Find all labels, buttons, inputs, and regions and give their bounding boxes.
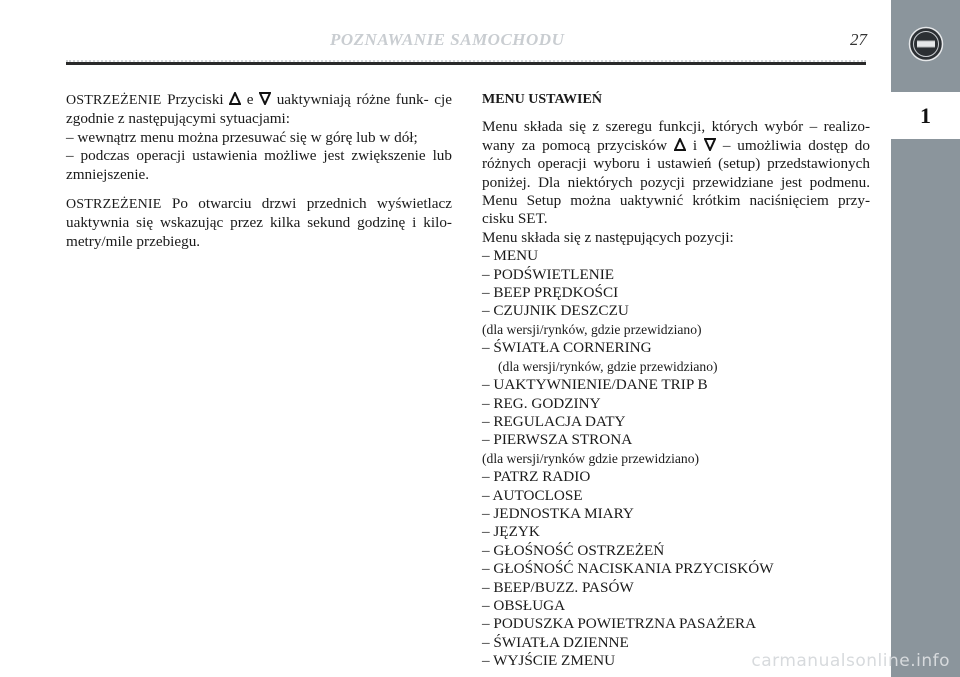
section-title: MENU USTAWIEŃ: [482, 92, 602, 107]
triangle-up-icon: [229, 92, 241, 105]
menu-list-intro: Menu składa się z następujących pozycji:: [482, 228, 734, 246]
list-item: – WYJŚCIE ZMENU: [482, 652, 616, 670]
list-item: – AUTOCLOSE: [482, 486, 583, 504]
header-rule: [66, 62, 866, 65]
chapter-tab[interactable]: 1: [891, 92, 960, 139]
list-item: – CZUJNIK DESZCZU: [482, 302, 629, 320]
warning-paragraph-doors: OSTRZEŻENIE Po otwarciu drzwi przednich wyświetlacz uaktywnia się wskazując przez kilka sekund godzinę i kilo- metry/mile przebiegu.: [66, 195, 452, 250]
list-item-note: (dla wersji/rynków gdzie przewidziano): [482, 450, 700, 466]
menu-intro-paragraph: Menu składa się z szeregu funkcji, których wybór – realizo- wany za pomocą przycisków i – umożliwia dostęp do różnych operacji wyboru i ustawień (setup) przedstawionych poniżej. Dla niektórych pozycji przewidziane jest podmenu. Menu Setup można uaktywnić krótkim naciśnięciem przy- cisku SET.: [482, 118, 870, 228]
list-item: – PODŚWIETLENIE: [482, 265, 615, 283]
list-item: – ŚWIATŁA DZIENNE: [482, 633, 629, 651]
lancia-logo-icon: [908, 26, 944, 62]
list-item: – MENU: [482, 247, 539, 265]
paragraph-increase-decrease: – podczas operacji ustawienia możliwe jest zwiększenie lub zmniejszenie.: [66, 147, 452, 183]
list-item: – GŁOŚNOŚĆ NACISKANIA PRZYCISKÓW: [482, 560, 774, 578]
triangle-down-icon: [704, 138, 716, 151]
list-item: – OBSŁUGA: [482, 596, 566, 614]
list-item: – GŁOŚNOŚĆ OSTRZEŻEŃ: [482, 541, 665, 559]
list-item: – BEEP/BUZZ. PASÓW: [482, 578, 634, 596]
list-item: – REG. GODZINY: [482, 394, 601, 412]
list-item: – JEDNOSTKA MIARY: [482, 504, 634, 522]
menu-items-list: [482, 247, 870, 670]
list-item: – PIERWSZA STRONA: [482, 431, 633, 449]
list-item: – REGULACJA DATY: [482, 412, 626, 430]
list-item-note: (dla wersji/rynków, gdzie przewidziano): [498, 358, 718, 374]
warning-label: OSTRZEŻENIE: [66, 197, 162, 213]
list-item: – ŚWIATŁA CORNERING: [482, 339, 652, 357]
list-item: – PATRZ RADIO: [482, 468, 591, 486]
list-item: – JĘZYK: [482, 523, 540, 541]
triangle-down-icon: [259, 92, 271, 105]
page-number: 27: [850, 30, 867, 49]
warning-paragraph-buttons: OSTRZEŻENIE Przyciski e uaktywniają różne funk- cje zgodnie z następującymi sytuacjami:: [66, 91, 452, 128]
list-item: – UAKTYWNIENIE/DANE TRIP B: [482, 376, 708, 394]
warning-label: OSTRZEŻENIE: [66, 93, 162, 108]
list-item: – PODUSZKA POWIETRZNA PASAŻERA: [482, 615, 757, 633]
right-column: [482, 91, 870, 671]
triangle-up-icon: [674, 138, 686, 151]
left-column: [66, 91, 452, 251]
page-header-title: POZNAWANIE SAMOCHODU: [330, 30, 565, 49]
watermark: carmanualsonline.info: [751, 651, 950, 671]
list-item-note: (dla wersji/rynków, gdzie przewidziano): [482, 321, 702, 337]
paragraph-move-up-down: – wewnątrz menu można przesuwać się w górę lub w dół;: [66, 128, 418, 146]
list-item: – BEEP PRĘDKOŚCI: [482, 284, 619, 302]
